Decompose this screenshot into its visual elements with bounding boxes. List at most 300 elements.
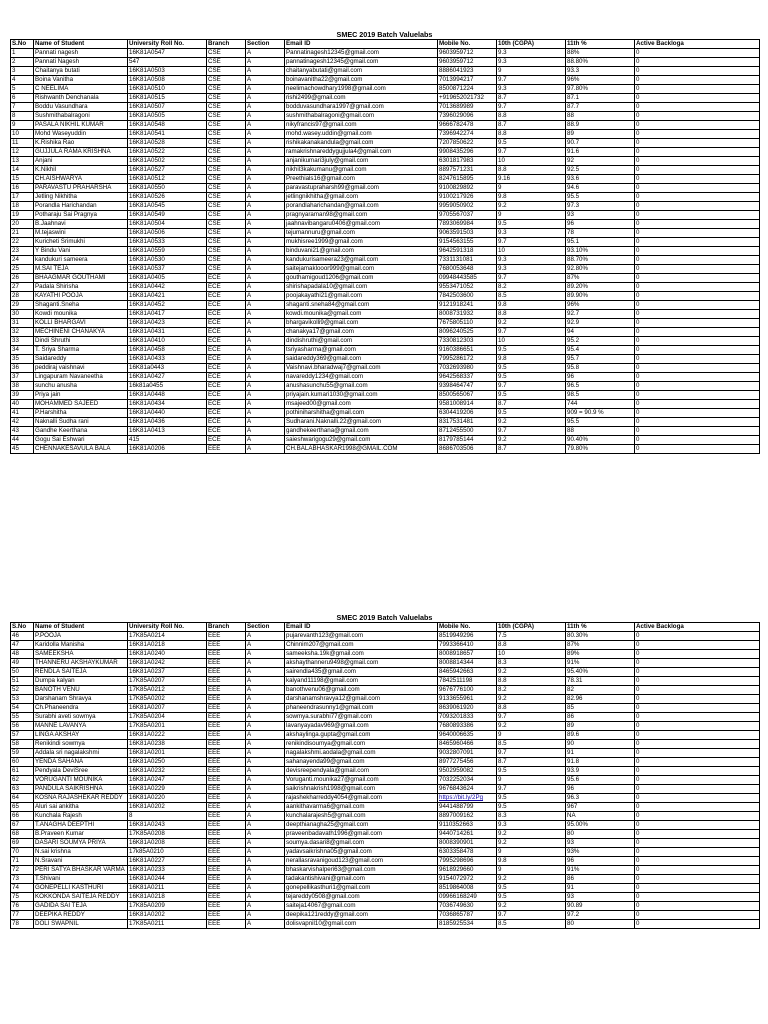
cell-email: binduvani21@gmail.com [285,247,438,256]
cell-backlogs: 0 [635,247,760,256]
cell-email: navareddy1234@gmail.com [285,373,438,382]
table-row [11,265,760,274]
cell-branch: EEE [207,821,246,830]
cell-branch: EEE [207,839,246,848]
sheet-title: SMEC 2019 Batch Valuelabs [336,30,433,39]
cell-student-name: C NEELIMA [34,85,128,94]
cell-email: banothvenu06@gmail.com [285,686,438,695]
cell-student-name: M.tejaswini [34,229,128,238]
cell-11th-percent: 92.5 [566,166,635,175]
cell-backlogs: 0 [635,839,760,848]
cell-student-name: Boina Vanitha [34,76,128,85]
cell-student-name: N.sai krishna [34,848,128,857]
cell-10th-cgpa: 8.7 [497,758,566,767]
cell-sno: 58 [11,740,34,749]
cell-mobile: 8639061920 [438,704,497,713]
cell-sno: 62 [11,776,34,785]
table-row [11,893,760,902]
cell-section: A [246,767,285,776]
cell-section: A [246,641,285,650]
cell-backlogs: 0 [635,292,760,301]
cell-11th-percent: 85 [566,704,635,713]
cell-email: praveenbadavath1996@gmail.com [285,830,438,839]
cell-student-name: KAYATHI POOJA [34,292,128,301]
cell-mobile: 7396942274 [438,130,497,139]
table-row [11,184,760,193]
cell-email: bodduvasundhara1997@gmail.com [285,103,438,112]
cell-roll-no: 16K81A0202 [128,911,207,920]
table-row [11,292,760,301]
cell-sno: 30 [11,310,34,319]
cell-sno: 72 [11,866,34,875]
cell-backlogs: 0 [635,346,760,355]
cell-11th-percent: 91.6 [566,148,635,157]
cell-section: A [246,337,285,346]
cell-email: dindishruthi@gmail.com [285,337,438,346]
cell-roll-no: 16K81A0522 [128,148,207,157]
cell-email: gandhekeerthana@gmail.com [285,427,438,436]
column-header: Section [246,40,285,49]
cell-roll-no: 16K81A0507 [128,103,207,112]
mobile-link[interactable]: https://bit.ly/2Pg [439,794,484,801]
cell-section: A [246,193,285,202]
cell-11th-percent: 93.6 [566,175,635,184]
cell-mobile: 8247615895 [438,175,497,184]
cell-11th-percent: 87.1 [566,94,635,103]
cell-10th-cgpa: 8.5 [497,292,566,301]
table-row [11,436,760,445]
cell-backlogs: 0 [635,400,760,409]
table-row [11,121,760,130]
table-row [11,301,760,310]
cell-backlogs: 0 [635,256,760,265]
cell-10th-cgpa: 9.7 [497,148,566,157]
cell-roll-no: 16K81A0545 [128,202,207,211]
cell-roll-no: 16K81A0436 [128,418,207,427]
cell-email: pujarevanth123@gmail.com [285,632,438,641]
cell-email: sushmithabalragoni@gmail.com [285,112,438,121]
cell-sno: 32 [11,328,34,337]
cell-email: saikrishnakrish1998@gmail.com [285,785,438,794]
cell-mobile: 8008918657 [438,650,497,659]
cell-backlogs: 0 [635,821,760,830]
table-row [11,67,760,76]
table-row [11,812,760,821]
cell-mobile: 6304419206 [438,409,497,418]
cell-branch: ECE [207,364,246,373]
cell-section: A [246,184,285,193]
cell-branch: EEE [207,758,246,767]
cell-10th-cgpa: 9.7 [497,713,566,722]
cell-branch: CSE [207,229,246,238]
cell-branch: EEE [207,445,246,454]
cell-11th-percent: 87.7 [566,103,635,112]
cell-mobile: 7032252034 [438,776,497,785]
cell-branch: ECE [207,310,246,319]
cell-student-name: T.Shivani [34,875,128,884]
cell-10th-cgpa: 8.5 [497,920,566,929]
cell-backlogs: 0 [635,436,760,445]
cell-roll-no: 16K81A0237 [128,668,207,677]
cell-student-name: B.Jaahnavi [34,220,128,229]
cell-roll-no: 17K85A0207 [128,677,207,686]
table-row [11,650,760,659]
cell-10th-cgpa: 9.8 [497,355,566,364]
cell-roll-no: 17K85A0212 [128,686,207,695]
cell-mobile: 9440714261 [438,830,497,839]
cell-backlogs: 0 [635,767,760,776]
cell-backlogs: 0 [635,812,760,821]
cell-section: A [246,112,285,121]
cell-section: A [246,632,285,641]
cell-backlogs: 0 [635,731,760,740]
cell-mobile: 7032693980 [438,364,497,373]
cell-sno: 40 [11,400,34,409]
cell-mobile: 7331131081 [438,256,497,265]
cell-mobile: 9553471052 [438,283,497,292]
cell-mobile: 7013994217 [438,76,497,85]
cell-mobile: 9441488799 [438,803,497,812]
cell-branch: EEE [207,902,246,911]
cell-section: A [246,920,285,929]
cell-10th-cgpa: 9.3 [497,49,566,58]
cell-section: A [246,292,285,301]
cell-email: dolisvapnil10@gmail.com [285,920,438,929]
cell-mobile: 8519949296 [438,632,497,641]
cell-branch: EEE [207,884,246,893]
cell-11th-percent: 97.3 [566,202,635,211]
column-header: S.No [11,623,34,632]
cell-section: A [246,247,285,256]
cell-roll-no: 17K85A0201 [128,722,207,731]
cell-roll-no: 16K81A0458 [128,346,207,355]
cell-11th-percent: 93 [566,839,635,848]
cell-student-name: Y Bindu Vani [34,247,128,256]
cell-sno: 55 [11,713,34,722]
cell-roll-no: 16K81A0505 [128,112,207,121]
cell-roll-no: 16K81A0229 [128,785,207,794]
cell-mobile: 8008390901 [438,839,497,848]
cell-mobile: 8886041923 [438,67,497,76]
cell-email: tejumannuru@gmail.com [285,229,438,238]
cell-student-name: RENDLA SAITEJA [34,668,128,677]
cell-11th-percent: 97.80% [566,85,635,94]
cell-branch: ECE [207,427,246,436]
cell-section: A [246,740,285,749]
cell-sno: 74 [11,884,34,893]
cell-11th-percent: 92 [566,157,635,166]
cell-backlogs: 0 [635,319,760,328]
cell-10th-cgpa: 7.5 [497,632,566,641]
cell-11th-percent: 96% [566,301,635,310]
cell-10th-cgpa: 8.8 [497,112,566,121]
cell-sno: 11 [11,139,34,148]
cell-backlogs: 0 [635,785,760,794]
cell-11th-percent: 89 [566,722,635,731]
cell-student-name: KOSNA RAJASHEKAR REDDY [34,794,128,803]
table-row [11,49,760,58]
cell-backlogs: 0 [635,76,760,85]
cell-branch: CSE [207,265,246,274]
cell-backlogs: 0 [635,445,760,454]
student-table [10,622,760,929]
column-header: Email ID [285,623,438,632]
cell-roll-no: 16K81A0222 [128,731,207,740]
cell-section: A [246,650,285,659]
cell-section: A [246,686,285,695]
cell-11th-percent: NA [566,812,635,821]
cell-mobile: 9959050902 [438,202,497,211]
column-header: 10th (CGPA) [497,40,566,49]
cell-roll-no: 16K81A0548 [128,121,207,130]
cell-branch: CSE [207,58,246,67]
cell-11th-percent: 80 [566,920,635,929]
cell-11th-percent: 93 [566,211,635,220]
cell-email: soumya.dasari8@gmail.com [285,839,438,848]
cell-student-name: sunchu anusha [34,382,128,391]
cell-10th-cgpa: 9.8 [497,857,566,866]
cell-section: A [246,785,285,794]
cell-10th-cgpa: 9.7 [497,238,566,247]
table-row [11,337,760,346]
cell-backlogs: 0 [635,328,760,337]
cell-section: A [246,911,285,920]
cell-section: A [246,875,285,884]
cell-11th-percent: 78.31 [566,677,635,686]
cell-student-name: Kowdi mounika [34,310,128,319]
cell-roll-no: 16K81A0218 [128,893,207,902]
cell-email: neelimachowdhary1998@gmail.com [285,85,438,94]
cell-section: A [246,794,285,803]
cell-roll-no: 16K81A0530 [128,256,207,265]
cell-mobile: 9603959712 [438,49,497,58]
cell-section: A [246,391,285,400]
cell-mobile: 7330812303 [438,337,497,346]
cell-branch: CSE [207,184,246,193]
cell-email: kandukurisameera23@gmail.com [285,256,438,265]
cell-email: darshanamshravya12@gmail.com [285,695,438,704]
cell-section: A [246,857,285,866]
cell-mobile: 8519864008 [438,884,497,893]
cell-backlogs: 0 [635,704,760,713]
cell-mobile: 8500871224 [438,85,497,94]
table-row [11,130,760,139]
cell-10th-cgpa: 9.7 [497,103,566,112]
cell-roll-no: 16K81A0549 [128,211,207,220]
cell-mobile [438,794,497,803]
cell-11th-percent: 91 [566,749,635,758]
cell-11th-percent: 89.20% [566,283,635,292]
cell-section: A [246,130,285,139]
cell-sno: 29 [11,301,34,310]
cell-section: A [246,803,285,812]
cell-10th-cgpa: 9.7 [497,76,566,85]
cell-mobile: 9666782478 [438,121,497,130]
cell-mobile: 8185925534 [438,920,497,929]
cell-mobile: 09966168249 [438,893,497,902]
cell-student-name: Mohd Waseyuddin [34,130,128,139]
cell-sno: 10 [11,130,34,139]
cell-mobile: 7036749630 [438,902,497,911]
cell-section: A [246,166,285,175]
cell-section: A [246,148,285,157]
cell-mobile: 7396029096 [438,112,497,121]
cell-section: A [246,695,285,704]
cell-10th-cgpa: 9.5 [497,893,566,902]
cell-10th-cgpa: 9.5 [497,767,566,776]
cell-sno: 3 [11,67,34,76]
cell-email: yadavsaikrishna05@gmail.com [285,848,438,857]
cell-backlogs: 0 [635,740,760,749]
cell-branch: EEE [207,713,246,722]
table-row [11,211,760,220]
cell-11th-percent: 95.1 [566,238,635,247]
cell-student-name: DOLI SWAPNIL [34,920,128,929]
cell-student-name: Dumpa kalyan [34,677,128,686]
cell-student-name: PANDULA SAIKRISHNA [34,785,128,794]
table-row [11,220,760,229]
cell-11th-percent: 93.10% [566,247,635,256]
cell-mobile: 9705567037 [438,211,497,220]
table-row [11,346,760,355]
table-header-row [11,623,760,632]
cell-email: mukhisree1999@gmail.com [285,238,438,247]
cell-section: A [246,301,285,310]
cell-mobile: 9603959712 [438,58,497,67]
cell-email: Pannatinagesh12345@gmail.com [285,49,438,58]
cell-section: A [246,400,285,409]
column-header: Email ID [285,40,438,49]
cell-student-name: Kunchala Rajesh [34,812,128,821]
cell-branch: CSE [207,94,246,103]
cell-section: A [246,884,285,893]
cell-backlogs: 0 [635,157,760,166]
cell-branch: EEE [207,659,246,668]
cell-backlogs: 0 [635,175,760,184]
cell-student-name: Chaitanya butati [34,67,128,76]
cell-branch: EEE [207,866,246,875]
cell-10th-cgpa: 9.5 [497,794,566,803]
table-row [11,373,760,382]
cell-sno: 38 [11,382,34,391]
cell-section: A [246,382,285,391]
table-row [11,677,760,686]
table-row [11,749,760,758]
cell-section: A [246,283,285,292]
cell-10th-cgpa: 8.5 [497,740,566,749]
cell-11th-percent: 95.6 [566,776,635,785]
cell-sno: 26 [11,274,34,283]
table-row [11,920,760,929]
cell-mobile: 9100217926 [438,193,497,202]
cell-branch: EEE [207,704,246,713]
cell-branch: EEE [207,875,246,884]
cell-mobile: 7893069984 [438,220,497,229]
cell-sno: 39 [11,391,34,400]
cell-student-name: M.SAI TEJA [34,265,128,274]
cell-11th-percent: 92.9 [566,319,635,328]
cell-branch: CSE [207,220,246,229]
table-row [11,409,760,418]
cell-sno: 14 [11,166,34,175]
cell-10th-cgpa: 8.7 [497,445,566,454]
cell-email: porandlaharichandan@gmail.com [285,202,438,211]
table-row [11,391,760,400]
cell-email: Sudharani.Naknalli.22@gmail.com [285,418,438,427]
cell-roll-no: 16K81A0423 [128,319,207,328]
cell-10th-cgpa: 9.3 [497,265,566,274]
cell-backlogs: 0 [635,668,760,677]
table-row [11,776,760,785]
cell-section: A [246,418,285,427]
cell-branch: ECE [207,373,246,382]
cell-sno: 45 [11,445,34,454]
cell-backlogs: 0 [635,103,760,112]
cell-11th-percent: 96 [566,785,635,794]
cell-email: Chinnim207@gmail.com [285,641,438,650]
cell-11th-percent: 78 [566,229,635,238]
cell-roll-no: 16K81A0431 [128,328,207,337]
cell-email: saieshwarigogu29@gmail.com [285,436,438,445]
cell-11th-percent: 95.5 [566,418,635,427]
cell-10th-cgpa: 9.8 [497,301,566,310]
cell-branch: CSE [207,148,246,157]
cell-backlogs: 0 [635,139,760,148]
table-row [11,157,760,166]
cell-section: A [246,659,285,668]
cell-section: A [246,274,285,283]
cell-sno: 66 [11,812,34,821]
cell-backlogs: 0 [635,112,760,121]
cell-10th-cgpa: 9 [497,776,566,785]
cell-student-name: Pannati Nagesh [34,58,128,67]
cell-backlogs: 0 [635,364,760,373]
cell-11th-percent: 90 [566,740,635,749]
cell-11th-percent: 90.7 [566,139,635,148]
cell-student-name: LINGA AKSHAY [34,731,128,740]
table-row [11,668,760,677]
cell-section: A [246,668,285,677]
cell-student-name: KOLLI BHARGAVI [34,319,128,328]
cell-roll-no: 16K81A0526 [128,193,207,202]
table-row [11,713,760,722]
cell-sno: 15 [11,175,34,184]
cell-mobile: 09948443585 [438,274,497,283]
column-header: Mobile No. [438,623,497,632]
table-row [11,103,760,112]
cell-branch: ECE [207,292,246,301]
cell-student-name: SAMEEKSHA [34,650,128,659]
cell-branch: EEE [207,803,246,812]
cell-email: boinavanitha22@gmail.com [285,76,438,85]
cell-10th-cgpa: 9.5 [497,803,566,812]
cell-11th-percent: 88 [566,112,635,121]
cell-sno: 71 [11,857,34,866]
cell-student-name: Naknalli Sudha rani [34,418,128,427]
cell-backlogs: 0 [635,650,760,659]
cell-11th-percent: 95.4 [566,346,635,355]
cell-section: A [246,436,285,445]
cell-email: saitejamaklooor999@gmail.com [285,265,438,274]
cell-mobile: 8712455500 [438,427,497,436]
cell-10th-cgpa: 10 [497,650,566,659]
cell-mobile: 9110352663 [438,821,497,830]
cell-11th-percent: 89 [566,130,635,139]
cell-11th-percent: 95.40% [566,668,635,677]
cell-backlogs: 0 [635,848,760,857]
cell-section: A [246,67,285,76]
cell-student-name: DEEPIKA REDDY [34,911,128,920]
